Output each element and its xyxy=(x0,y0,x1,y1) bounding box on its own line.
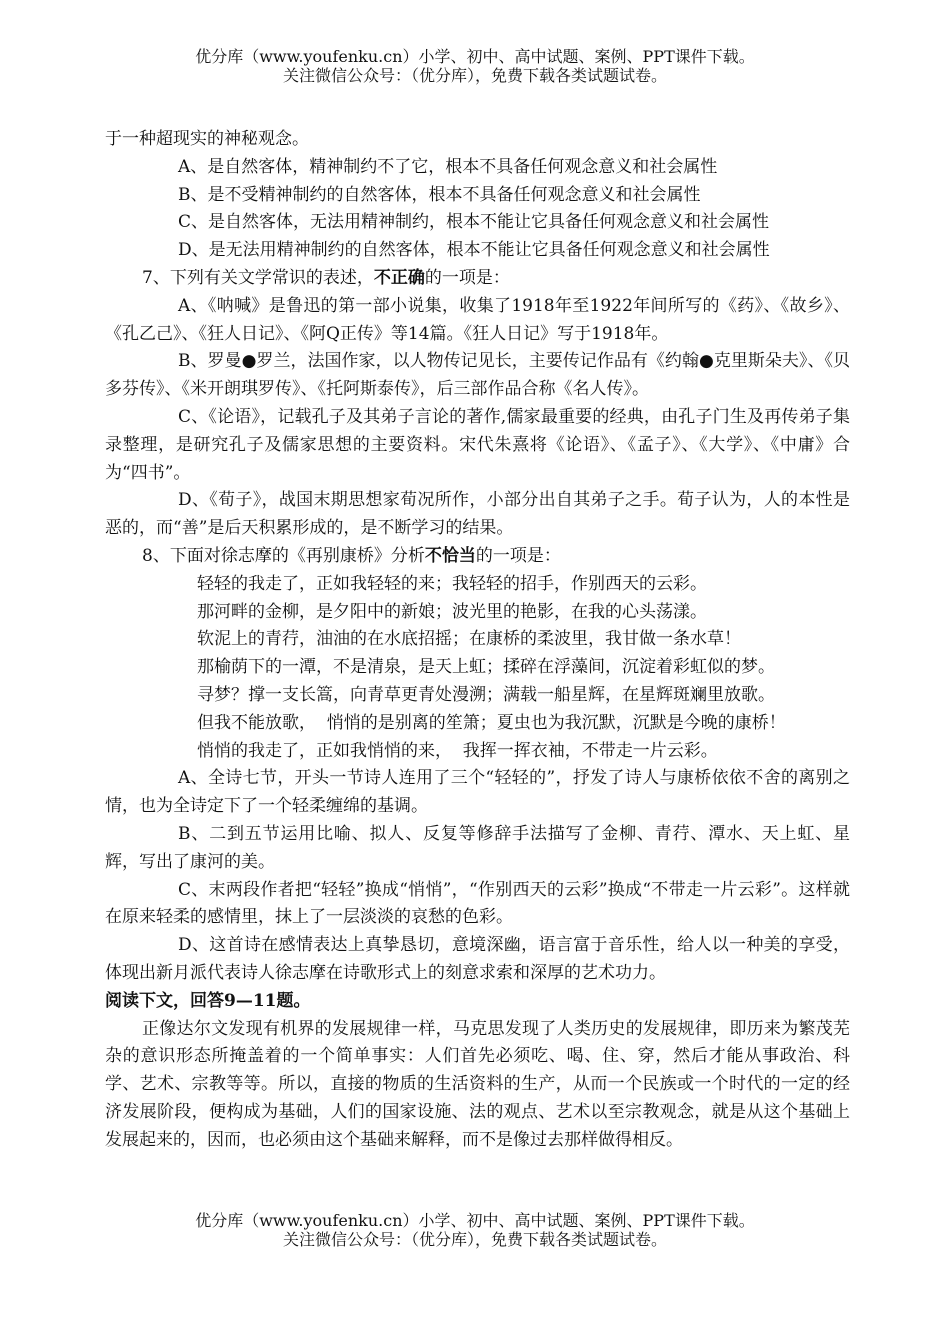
q8-option-b: B、二到五节运用比喻、拟人、反复等修辞手法描写了金柳、青荇、潭水、天上虹、星辉，写出了康河的美。 xyxy=(105,823,850,872)
q6-option-b: B、是不受精神制约的自然客体，根本不具备任何观念意义和社会属性 xyxy=(178,184,701,205)
q6-option-a: A、是自然客体，精神制约不了它，根本不具备任何观念意义和社会属性 xyxy=(178,156,718,177)
q7-stem-end: 的一项是： xyxy=(424,267,510,288)
q8-stem xyxy=(105,543,850,571)
q6-option-c: C、是自然客体，无法用精神制约，根本不能让它具备任何观念意义和社会属性 xyxy=(178,212,770,233)
q7-stem xyxy=(105,265,850,293)
header-line-1: 优分库（www.youfenku.cn）小学、初中、高中试题、案例、PPT课件下载。 xyxy=(195,47,755,66)
poem-line-1: 轻轻的我走了，正如我轻轻的来；我轻轻的招手，作别西天的云彩。 xyxy=(197,573,707,594)
reading-heading-text: 阅读下文，回答9—11题。 xyxy=(105,990,311,1011)
q7-option-b: B、罗曼●罗兰，法国作家，以人物传记见长，主要传记作品有《约翰●克里斯朵夫》、《贝多芬传》、《米开朗琪罗传》、《托阿斯泰传》，后三部作品合称《名人传》。 xyxy=(105,351,850,400)
reading-passage: 正像达尔文发现有机界的发展规律一样，马克思发现了人类历史的发展规律，即历来为繁茂芜杂的意识形态所掩盖着的一个简单事实：人们首先必须吃、喝、住、穿，然后才能从事政治、科学、艺术、宗教等等。所以，直接的物质的生活资料的生产，从而一个民族或一个时代的一定的经济发展阶段，便构成为基础，人们的国家设施、法的观点、艺术以至宗教观念，就是从这个基础上发展起来的，因而，也必须由这个基础来解释，而不是像过去那样做得相反。 xyxy=(105,1018,850,1150)
q8-stem-emphasis: 不恰当 xyxy=(424,545,476,566)
q6-option-d: D、是无法用精神制约的自然客体，根本不能让它具备任何观念意义和社会属性 xyxy=(178,240,770,261)
poem-line-6: 但我不能放歌， 悄悄的是别离的笙箫；夏虫也为我沉默，沉默是今晚的康桥！ xyxy=(197,712,786,733)
poem-line-2: 那河畔的金柳，是夕阳中的新娘；波光里的艳影，在我的心头荡漾。 xyxy=(197,601,707,622)
q7-option-c: C、《论语》，记载孔子及其弟子言论的著作,儒家最重要的经典，由孔子门生及再传弟子集录整理，是研究孔子及儒家思想的主要资料。宋代朱熹将《论语》、《孟子》、《大学》、《中庸》合为“四书”。 xyxy=(105,406,850,483)
q7-option-d: D、《荀子》，战国末期思想家荀况所作，小部分出自其弟子之手。荀子认为，人的本性是恶的，而“善”是后天积累形成的，是不断学习的结果。 xyxy=(105,490,850,539)
q6-continuation: 于一种超现实的神秘观念。 xyxy=(105,129,309,149)
poem-line-7: 悄悄的我走了，正如我悄悄的来， 我挥一挥衣袖，不带走一片云彩。 xyxy=(197,740,718,761)
reading-heading xyxy=(105,988,850,1016)
q7-stem-emphasis: 不正确 xyxy=(373,267,425,288)
poem-line-5: 寻梦？撑一支长篙，向青草更青处漫溯；满载一船星辉，在星辉斑斓里放歌。 xyxy=(197,684,775,705)
q8-stem-end: 的一项是： xyxy=(475,545,561,566)
q8-stem-start: 8、下面对徐志摩的《再别康桥》分析 xyxy=(142,545,425,566)
q8-option-d: D、这首诗在感情表达上真挚恳切，意境深幽，语言富于音乐性，给人以一种美的享受，体现出新月派代表诗人徐志摩在诗歌形式上的刻意求索和深厚的艺术功力。 xyxy=(105,935,850,983)
page-footer xyxy=(0,1211,950,1249)
q8-option-a: A、全诗七节，开头一节诗人连用了三个“轻轻的”，抒发了诗人与康桥依依不舍的离别之情，也为全诗定下了一个轻柔缠绵的基调。 xyxy=(105,768,850,817)
footer-line-1: 优分库（www.youfenku.cn）小学、初中、高中试题、案例、PPT课件下载。 xyxy=(195,1211,755,1230)
q7-option-a: A、《呐喊》是鲁迅的第一部小说集，收集了1918年至1922年间所写的《药》、《故乡》、《孔乙己》、《狂人日记》、《阿Q正传》等14篇。《狂人日记》写于1918年。 xyxy=(105,295,850,344)
footer-line-2: 关注微信公众号：（优分库），免费下载各类试题试卷。 xyxy=(282,1230,667,1249)
document-body xyxy=(105,126,850,1154)
q8-option-c: C、末两段作者把“轻轻”换成“悄悄”，“作别西天的云彩”换成“不带走一片云彩”。这样就在原来轻柔的感情里，抹上了一层淡淡的哀愁的色彩。 xyxy=(105,879,850,928)
poem-line-4: 那榆荫下的一潭，不是清泉，是天上虹；揉碎在浮藻间，沉淀着彩虹似的梦。 xyxy=(197,657,775,678)
header-line-2: 关注微信公众号：（优分库），免费下载各类试题试卷。 xyxy=(282,66,667,85)
page-header xyxy=(0,47,950,85)
q7-stem-start: 7、下列有关文学常识的表述， xyxy=(142,267,374,288)
poem-line-3: 软泥上的青荇，油油的在水底招摇；在康桥的柔波里，我甘做一条水草！ xyxy=(197,629,741,650)
